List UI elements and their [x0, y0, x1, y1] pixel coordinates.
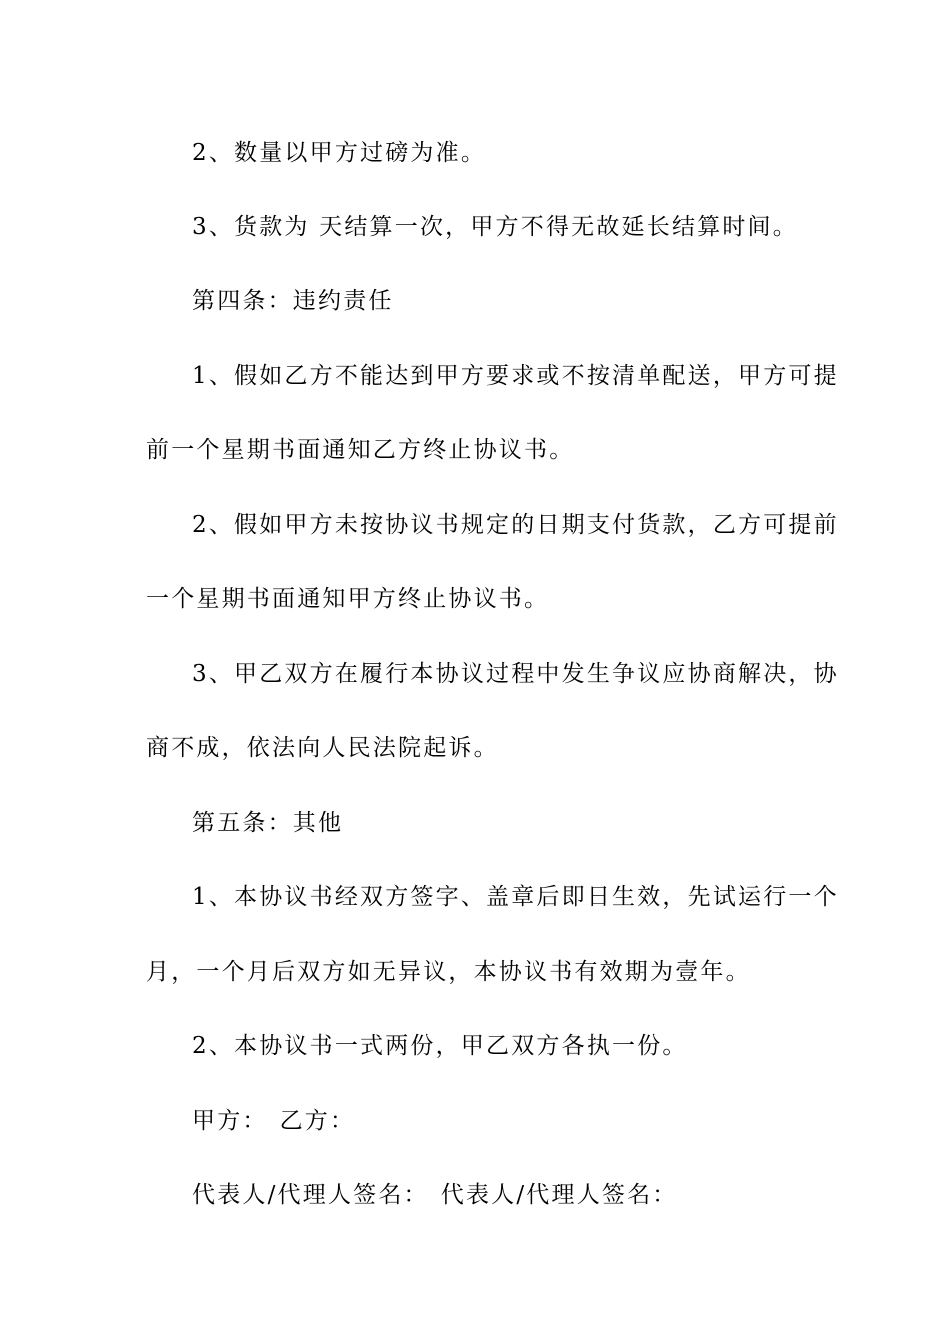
clause-4-item-1-line-2: 前一个星期书面通知乙方终止协议书。: [146, 437, 575, 463]
clause-4-item-3-line-1: 3、甲乙双方在履行本协议过程中发生争议应协商解决，协: [192, 661, 839, 687]
clause-4-item-3-line-2: 商不成，依法向人民法院起诉。: [146, 735, 499, 761]
clause-4-item-2-line-1: 2、假如甲方未按协议书规定的日期支付货款，乙方可提前: [192, 512, 839, 538]
clause-5-item-1-line-2: 月，一个月后双方如无异议，本协议书有效期为壹年。: [146, 959, 751, 985]
clause-4-item-1-line-1: 1、假如乙方不能达到甲方要求或不按清单配送，甲方可提: [192, 363, 839, 389]
clause-4-item-2-line-2: 一个星期书面通知甲方终止协议书。: [146, 586, 550, 612]
party-a-label: 甲方：: [192, 1108, 268, 1134]
section-heading-article-4: 第四条：违约责任: [192, 288, 394, 314]
clause-5-item-1-line-1: 1、本协议书经双方签字、盖章后即日生效，先试运行一个: [192, 884, 839, 910]
clause-5-item-2: 2、本协议书一式两份，甲乙双方各执一份。: [192, 1033, 688, 1059]
section-heading-article-5: 第五条：其他: [192, 810, 344, 836]
party-labels: [192, 1106, 872, 1136]
clause-3-item-3: 3、货款为 天结算一次，甲方不得无故延长结算时间。: [192, 214, 798, 240]
party-b-label: 乙方：: [279, 1108, 356, 1134]
party-a-signature-label: 代表人/代理人签名：: [192, 1182, 429, 1208]
party-b-signature-label: 代表人/代理人签名：: [440, 1182, 678, 1208]
clause-3-item-2: 2、数量以甲方过磅为准。: [192, 140, 487, 166]
signature-labels: [192, 1180, 872, 1210]
